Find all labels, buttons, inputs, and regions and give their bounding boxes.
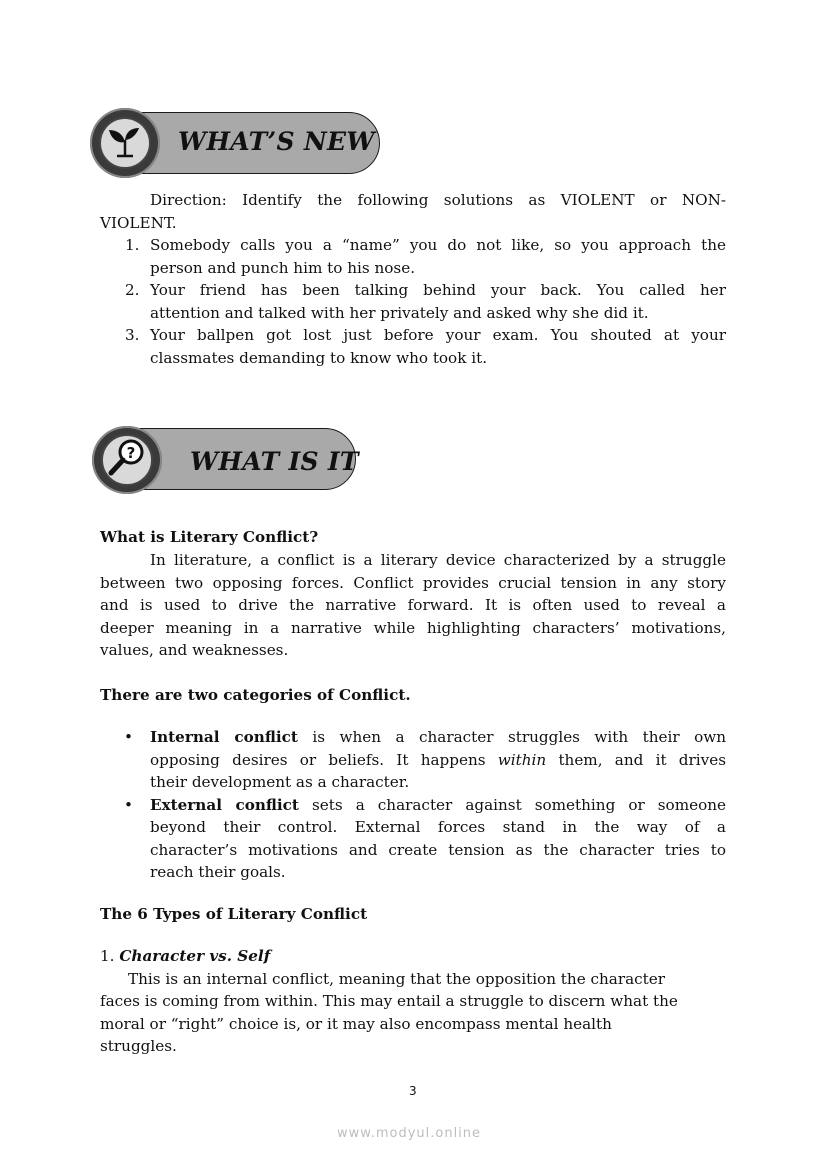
para-line-2: between two opposing forces. Conflict provides crucial tension in any story — [100, 574, 726, 592]
type-1-line-4: struggles. — [100, 1037, 177, 1055]
type-1-line-1: This is an internal conflict, meaning that the opposition the character — [128, 970, 666, 988]
internal-term: Internal conflict — [150, 728, 298, 746]
external-line-1-rest: sets a character against something or someone — [311, 796, 726, 814]
magnifier-question-icon — [105, 436, 149, 480]
item-1-line-2: person and punch him to his nose. — [150, 259, 416, 277]
what-is-it-banner — [92, 426, 360, 496]
item-2-number: 2. — [125, 281, 140, 299]
svg-text:?: ? — [126, 444, 136, 462]
types-heading: The 6 Types of Literary Conflict — [100, 905, 368, 923]
literary-conflict-heading: What is Literary Conflict? — [100, 528, 319, 546]
external-line-1 — [150, 794, 726, 817]
type-1-line-3: moral or “right” choice is, or it may also encompass mental health — [100, 1015, 612, 1033]
seedling-icon — [105, 122, 145, 162]
item-1-number: 1. — [125, 236, 140, 254]
whats-new-title: WHAT’S NEW — [178, 127, 375, 156]
item-3-line-2: classmates demanding to know who took it. — [150, 349, 488, 367]
item-3-line-1: Your ballpen got lost just before your exam. You shouted at your — [150, 326, 726, 344]
watermark: www.modyul.online — [337, 1126, 482, 1141]
para-line-1: In literature, a conflict is a literary device characterized by a struggle — [150, 551, 726, 569]
internal-line-3: their development as a character. — [150, 773, 410, 791]
type-1-line-2: faces is coming from within. This may entail a struggle to discern what the — [100, 992, 678, 1010]
item-2-line-2: attention and talked with her privately and asked why she did it. — [150, 304, 649, 322]
internal-line-2-end: them, and it drives — [558, 751, 727, 769]
bullet-dot: • — [124, 728, 133, 746]
internal-line-1-rest: is when a character struggles with their own — [312, 728, 727, 746]
item-3-number: 3. — [125, 326, 140, 344]
para-line-4: deeper meaning in a narrative while highlighting characters’ motivations, — [100, 619, 726, 637]
internal-line-2 — [150, 749, 726, 772]
internal-line-1 — [150, 726, 726, 749]
type-1-title: Character vs. Self — [119, 947, 271, 965]
direction-line-1: Direction: Identify the following solutions as VIOLENT or NON- — [150, 191, 726, 209]
internal-line-2-start: opposing desires or beliefs. It happens — [150, 751, 486, 769]
item-2-line-1: Your friend has been talking behind your back. You called her — [150, 281, 726, 299]
what-is-it-title: WHAT IS IT — [190, 447, 359, 476]
categories-heading: There are two categories of Conflict. — [100, 686, 411, 704]
type-1-heading — [100, 945, 270, 968]
external-line-3: character’s motivations and create tension as the character tries to — [150, 841, 726, 859]
external-line-2: beyond their control. External forces stand in the way of a — [150, 818, 726, 836]
direction-line-2: VIOLENT. — [100, 214, 177, 232]
internal-within: within — [497, 751, 547, 769]
whats-new-banner — [90, 108, 382, 178]
page-number: 3 — [409, 1084, 417, 1098]
item-1-line-1: Somebody calls you a “name” you do not like, so you approach the — [150, 236, 726, 254]
para-line-3: and is used to drive the narrative forward. It is often used to reveal a — [100, 596, 726, 614]
external-term: External conflict — [150, 796, 299, 814]
bullet-dot: • — [124, 796, 133, 814]
para-line-5: values, and weaknesses. — [100, 641, 289, 659]
external-line-4: reach their goals. — [150, 863, 286, 881]
type-1-number: 1. — [100, 947, 115, 965]
